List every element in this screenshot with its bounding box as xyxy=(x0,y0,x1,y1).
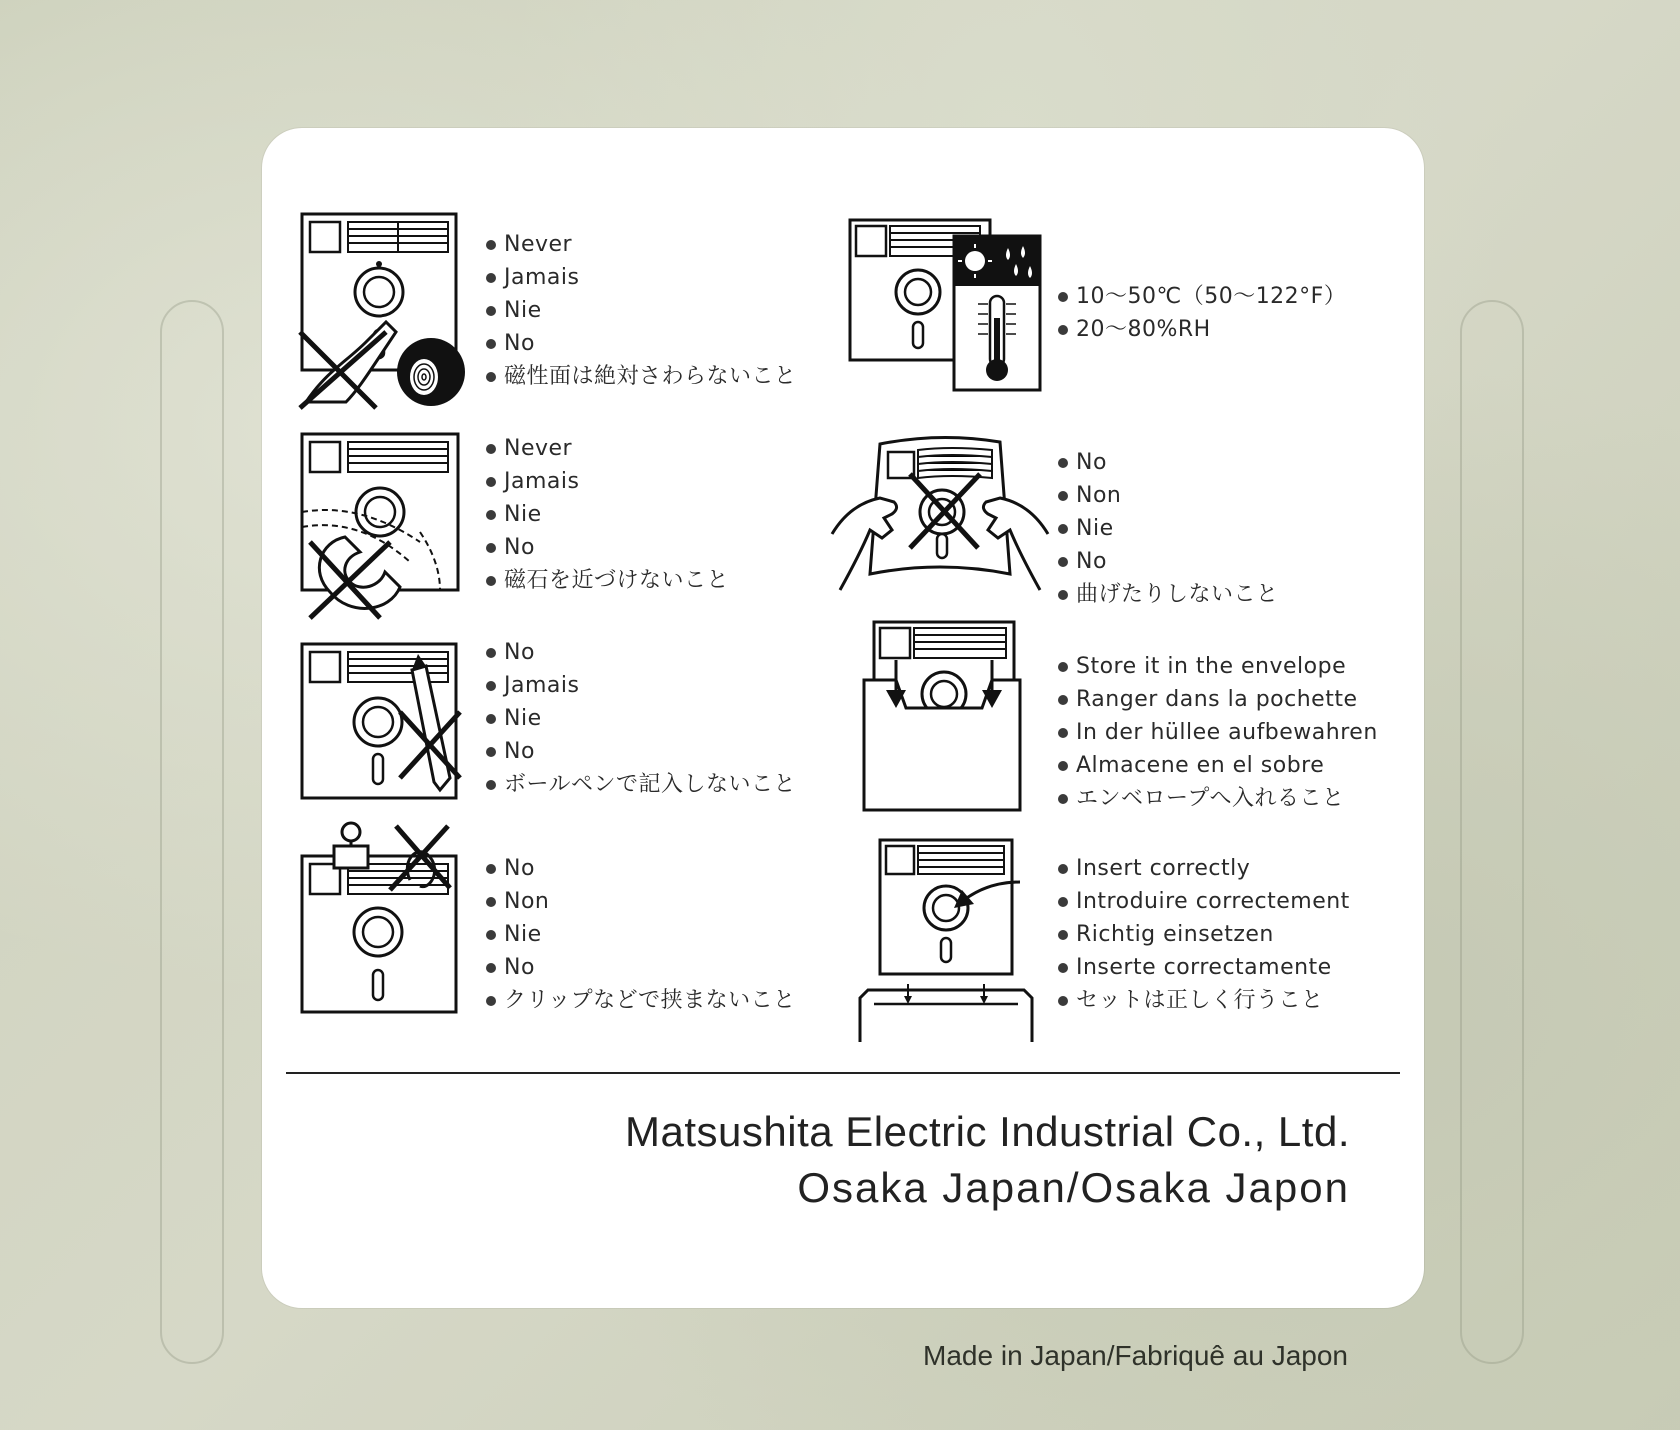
text-line: Almacene en el sobre xyxy=(1058,749,1378,782)
left-flap-edge xyxy=(160,300,224,1364)
warning-no-magnet-list xyxy=(486,432,729,597)
text-line: Never xyxy=(486,432,729,465)
floppy-temperature-icon xyxy=(848,218,1044,394)
text-line: Non xyxy=(1058,479,1279,512)
text-line: 曲げたりしないこと xyxy=(1058,578,1279,611)
text-line: Nie xyxy=(486,702,796,735)
text-line: No xyxy=(486,636,796,669)
text-line: Store it in the envelope xyxy=(1058,650,1378,683)
text-line: Non xyxy=(486,885,796,918)
company-name: Matsushita Electric Industrial Co., Ltd. xyxy=(625,1108,1350,1155)
temperature-range: 10〜50℃（50〜122°F） xyxy=(1058,280,1346,313)
text-line: クリップなどで挟まないこと xyxy=(486,984,796,1017)
warning-no-bend-list xyxy=(1058,446,1279,611)
floppy-no-magnet-icon xyxy=(300,432,460,622)
floppy-insert-icon xyxy=(858,838,1034,1044)
text-line: Nie xyxy=(1058,512,1279,545)
text-line: Nie xyxy=(486,498,729,531)
floppy-no-pen-icon xyxy=(300,642,464,802)
made-in-text: Made in Japan/Fabriquê au Japon xyxy=(923,1340,1348,1371)
text-line: Nie xyxy=(486,294,797,327)
divider-line xyxy=(286,1072,1400,1074)
text-line: No xyxy=(486,951,796,984)
text-line: Richtig einsetzen xyxy=(1058,918,1350,951)
text-line: ボールペンで記入しないこと xyxy=(486,768,796,801)
floppy-no-bend-icon xyxy=(830,434,1050,594)
text-line: 磁性面は絶対さわらないこと xyxy=(486,360,797,393)
storage-conditions-list xyxy=(1058,280,1346,346)
company-block xyxy=(625,1106,1350,1214)
text-line: No xyxy=(1058,545,1279,578)
warning-no-clip-list xyxy=(486,852,796,1017)
right-flap-edge xyxy=(1460,300,1524,1364)
text-line: Jamais xyxy=(486,261,797,294)
insert-correctly-list xyxy=(1058,852,1350,1017)
text-line: Inserte correctamente xyxy=(1058,951,1350,984)
text-line: Ranger dans la pochette xyxy=(1058,683,1378,716)
text-line: No xyxy=(1058,446,1279,479)
warning-no-pen-list xyxy=(486,636,796,801)
store-in-envelope-list xyxy=(1058,650,1378,815)
text-line: No xyxy=(486,735,796,768)
text-line: No xyxy=(486,531,729,564)
text-line: セットは正しく行うこと xyxy=(1058,984,1350,1017)
humidity-range: 20〜80%RH xyxy=(1058,313,1346,346)
text-line: Insert correctly xyxy=(1058,852,1350,885)
text-line: Introduire correctement xyxy=(1058,885,1350,918)
warning-no-touch-list xyxy=(486,228,797,393)
text-line: No xyxy=(486,327,797,360)
text-line: 磁石を近づけないこと xyxy=(486,564,729,597)
floppy-no-clip-icon xyxy=(300,820,460,1016)
text-line: Never xyxy=(486,228,797,261)
text-line: No xyxy=(486,852,796,885)
text-line: エンベロープへ入れること xyxy=(1058,782,1378,815)
text-line: Jamais xyxy=(486,669,796,702)
floppy-envelope-icon xyxy=(862,620,1022,814)
floppy-no-touch-icon xyxy=(296,212,466,412)
text-line: In der hüllee aufbewahren xyxy=(1058,716,1378,749)
company-location: Osaka Japan/Osaka Japon xyxy=(797,1164,1350,1211)
text-line: Jamais xyxy=(486,465,729,498)
text-line: Nie xyxy=(486,918,796,951)
